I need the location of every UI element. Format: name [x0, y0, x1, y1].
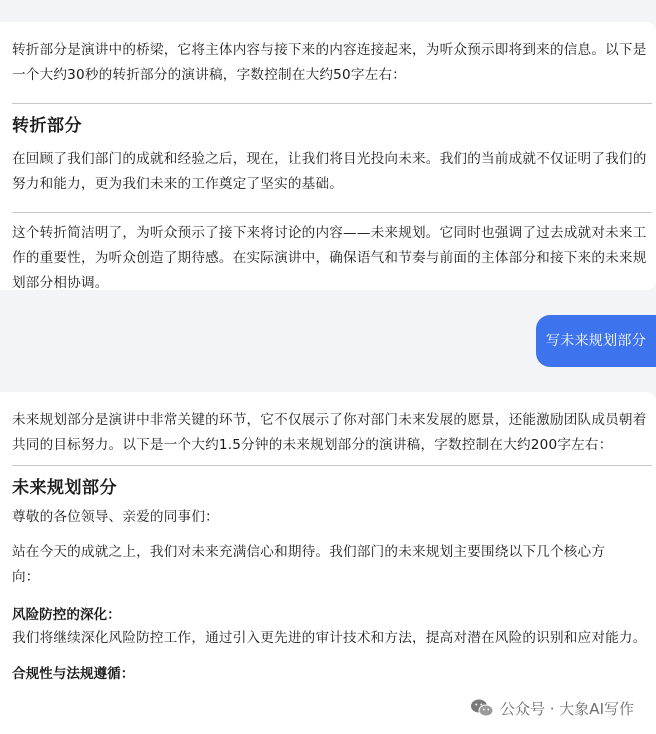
divider — [12, 103, 652, 104]
intro-text: 转折部分是演讲中的桥梁，它将主体内容与接下来的内容连接起来，为听众预示即将到来的信息。以下是一个大约30秒的转折部分的演讲稿，字数控制在大约50字左右： — [12, 42, 647, 83]
point-title: 风险防控的深化： — [12, 607, 121, 623]
section-heading: 转折部分 — [12, 116, 82, 136]
paragraph-text: 站在今天的成就之上，我们对未来充满信心和期待。我们部门的未来规划主要围绕以下几个核心方向： — [12, 544, 606, 585]
point-body: 我们将继续深化风险防控工作，通过引入更先进的审计技术和方法，提高对潜在风险的识别和应对能力。 — [12, 630, 647, 646]
watermark-text: 公众号 · 大象AI写作 — [500, 699, 634, 718]
wechat-icon — [470, 698, 494, 718]
point-title: 合规性与法规遵循： — [12, 666, 135, 682]
greeting-text: 尊敬的各位领导、亲爱的同事们： — [12, 509, 219, 525]
assistant-message-2 — [0, 392, 656, 734]
divider — [12, 212, 652, 213]
watermark — [470, 694, 634, 722]
explanation-text: 这个转折简洁明了，为听众预示了接下来将讨论的内容——未来规划。它同时也强调了过去成就对未来工作的重要性，为听众创造了期待感。在实际演讲中，确保语气和节奏与前面的主体部分和接下来的未来规划部分相协调。 — [12, 225, 647, 291]
divider — [12, 465, 652, 466]
assistant-message-1 — [0, 22, 656, 290]
section-heading: 未来规划部分 — [12, 478, 117, 498]
intro-text: 未来规划部分是演讲中非常关键的环节，它不仅展示了你对部门未来发展的愿景，还能激励团队成员朝着共同的目标努力。以下是一个大约1.5分钟的未来规划部分的演讲稿，字数控制在大约200字左右： — [12, 412, 647, 453]
body-text: 在回顾了我们部门的成就和经验之后，现在，让我们将目光投向未来。我们的当前成就不仅证明了我们的努力和能力，更为我们未来的工作奠定了坚实的基础。 — [12, 151, 647, 192]
user-message-bubble: 写未来规划部分 — [536, 315, 656, 367]
